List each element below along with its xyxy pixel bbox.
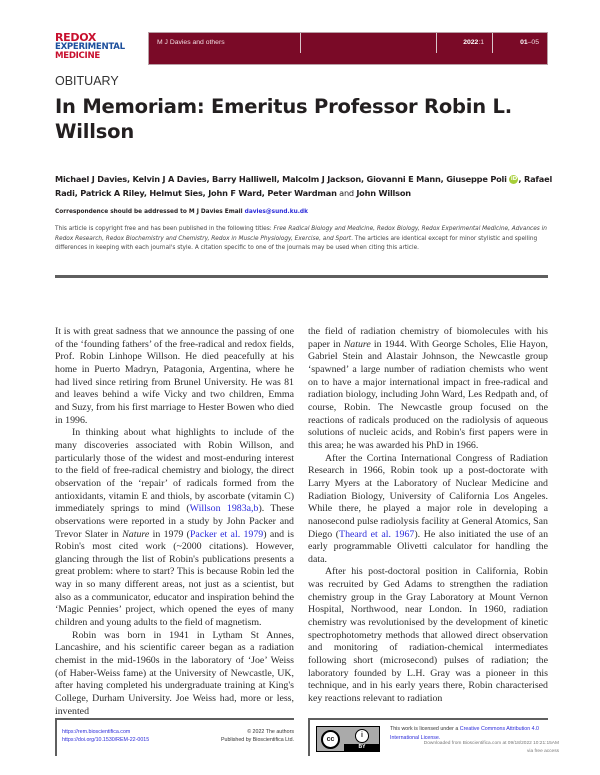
journal-logo [55,33,125,62]
correspondence [55,209,308,215]
text: After the Cortina International Congress of Radiation Research in 1966, Robin took up a post-doctorate with Larry Myers at the Laboratory of Nuclear Medicine and Radiation Biology, University of California Los Angeles. While there, he played a major role in developing a nanosecond pulse radiolysis facility at General Atomics, San Diego ( [308,452,548,540]
text: ). These observations were reported in a study by John Packer and Trevor Slater in [55,503,294,540]
journal-url[interactable]: https://rem.bioscientifica.com [62,729,131,735]
cc-by-badge[interactable] [316,726,380,752]
text: ). He also initiated the use of an early programmable Olivetti calculator for handling the data. [308,528,549,565]
person-icon: i [355,729,369,743]
running-authors: M J Davies and others [149,33,301,53]
volume-issue [437,33,493,53]
author-list [55,173,555,200]
page-range [493,33,547,53]
doi-link[interactable]: https://doi.org/10.1530/REM-22-0015 [62,737,150,744]
text: In thinking about what highlights to include of the many discoveries associated with Robin Willson, and particularly those of the widest and most-enduring interest to the field of free-radical chemistry and biology, the direct observation of the ‘repair’ of radicals formed from the antioxidants, vitamin E and thiols, by ascorbate (vitamin C) immediately springs to mind ( [55,427,294,515]
orcid-icon[interactable]: iD [510,176,517,182]
running-header [148,32,548,65]
body-column-right [308,326,548,706]
email-link[interactable]: davies@sund.ku.dk [244,209,308,215]
text: in 1979 ( [149,528,190,540]
citation-link[interactable]: Packer et al. 1979 [189,528,264,540]
paragraph: Robin was born in 1941 in Lytham St Annes, Lancashire, and his scientific career began as a radiation chemist in the mid-1960s in the laboratory of ‘Joe’ Weiss (of Haber-Weiss fame) at the University of Newcastle, UK, after having completed his undergraduate training at King's College, Durham University. Joe Weiss had, more or less, invented [55,629,294,717]
license-link[interactable]: Creative Commons Attribution 4.0 International License. [390,726,539,741]
correspondence-label: Correspondence should be addressed to M J Davies Email [55,209,245,215]
authors: John Willson [356,187,411,198]
paragraph: After his post-doctoral position in California, Robin was recruited by Ged Adams to strengthen the radiation chemistry group in the Gray Laboratory at Mount Vernon Hospital, Northwood, near London. In 1960, radiation chemistry was revolutionised by the development of kinetic spectrophotometry methods that allowed direct observation and monitoring of radiation-chemical intermediates following short (microsecond) pulses of radiation; the laboratory founded by L.H. Gray was a pioneer in this technique, and in his early years there, Robin characterised key reactions relevant to radiation [308,566,548,705]
authors: , Rafael Radi, Patrick A Riley, Helmut Sies, John F Ward, Peter Wardman [55,174,553,198]
journal-name: Nature [122,528,150,540]
publisher-info [221,728,294,745]
paragraph: It is with great sadness that we announce the passing of one of the ‘founding fathers’ of the free-radical and redox fields, Prof. Robin Linhope Willson. He died peacefully at his home in Puerto Madryn, Patagonia, Argentina, where he had lived since retiring from Brunel University. He was 81 and leaves behind a wife Vicky and two children, Emma and Suzy, from his first marriage to Hester Bowen who died in 1996. [55,326,294,426]
authors: Michael J Davies, Kelvin J A Davies, Barry Halliwell, Malcolm J Jackson, Giovanni E Mann, Giuseppe Poli [55,174,507,184]
paragraph [308,326,548,453]
logo-line: REDOX [55,31,97,44]
citation-link[interactable]: Theard et al. 1967 [339,528,415,540]
footer-left [55,718,294,756]
journal-titles: Free Radical Biology and Medicine, Redox Biology, Redox Experimental Medicine, Advances in Redox Research, Redox Biochemistry and Chemistry, Redox in Muscle Physiology, Exercise, and Sport [55,226,547,242]
logo-line: MEDICINE [55,51,100,61]
page-start: 01 [520,39,528,46]
text: the field of radiation chemistry of biomolecules with his paper in [308,326,548,350]
text: This work is licensed under a [390,726,460,732]
footer-links [62,728,149,745]
logo-line: EXPERIMENTAL [55,41,125,52]
divider [55,275,548,278]
publisher: Published by Bioscientifica Ltd. [220,737,294,744]
by-label: BY [344,744,380,751]
copyright-text: . The articles are identical except for minor stylistic and spelling differences in keeping with each journal's style. A citation specific to one of the journals may be used when citing this article. [55,235,538,252]
year: 2022 [463,39,479,46]
article-title: In Memoriam: Emeritus Professor Robin L. Willson [55,95,512,143]
running-blank [301,33,437,53]
text: ) and is Robin's most cited work (~2000 citations). However, glancing through the list of Robin's publications presents a great problem: where to start? This is because Robin led the way in so many different areas, not just as a scientist, but also as a communicator, educator and inspiration behind the ‘Magic Pennies’ project, which opened the eyes of many children and young adults to the field of magnetism. [55,528,294,629]
copyright: © 2022 The authors [247,729,294,735]
download-info: Downloaded from Bioscientifica.com at 09/18/2022 10:21:15AM [423,741,559,746]
article-type: OBITUARY [55,74,119,88]
copyright-text: This article is copyright free and has been published in the following titles: [55,226,274,232]
issue: :1 [478,39,484,46]
text: in 1944. With George Scholes, Elie Hayon, Gabriel Stein and Alastair Johnson, the Newcastle group ‘spawned’ a large number of radiation chemists who went on to have a major international impact in free-radical and radiation biology, including John Ward, Les Redpath and, of course, Robin. The Newcastle group focused on the reactions of radicals produced on the radiolysis of aqueous solutions of nucleic acids, and Robin's first papers were in this area; he was awarded his PhD in 1966. [308,338,548,451]
cc-icon: cc [321,730,340,749]
and: and [336,187,357,198]
body-column-left [55,326,294,718]
download-stamp [424,740,559,756]
journal-name: Nature [343,338,371,350]
copyright-note [55,225,550,254]
citation-link[interactable]: Willson 1983a,b [189,503,259,515]
paragraph [55,427,294,630]
paragraph [308,453,548,567]
page-end: –05 [527,39,539,46]
access-info: via free access [527,749,559,754]
